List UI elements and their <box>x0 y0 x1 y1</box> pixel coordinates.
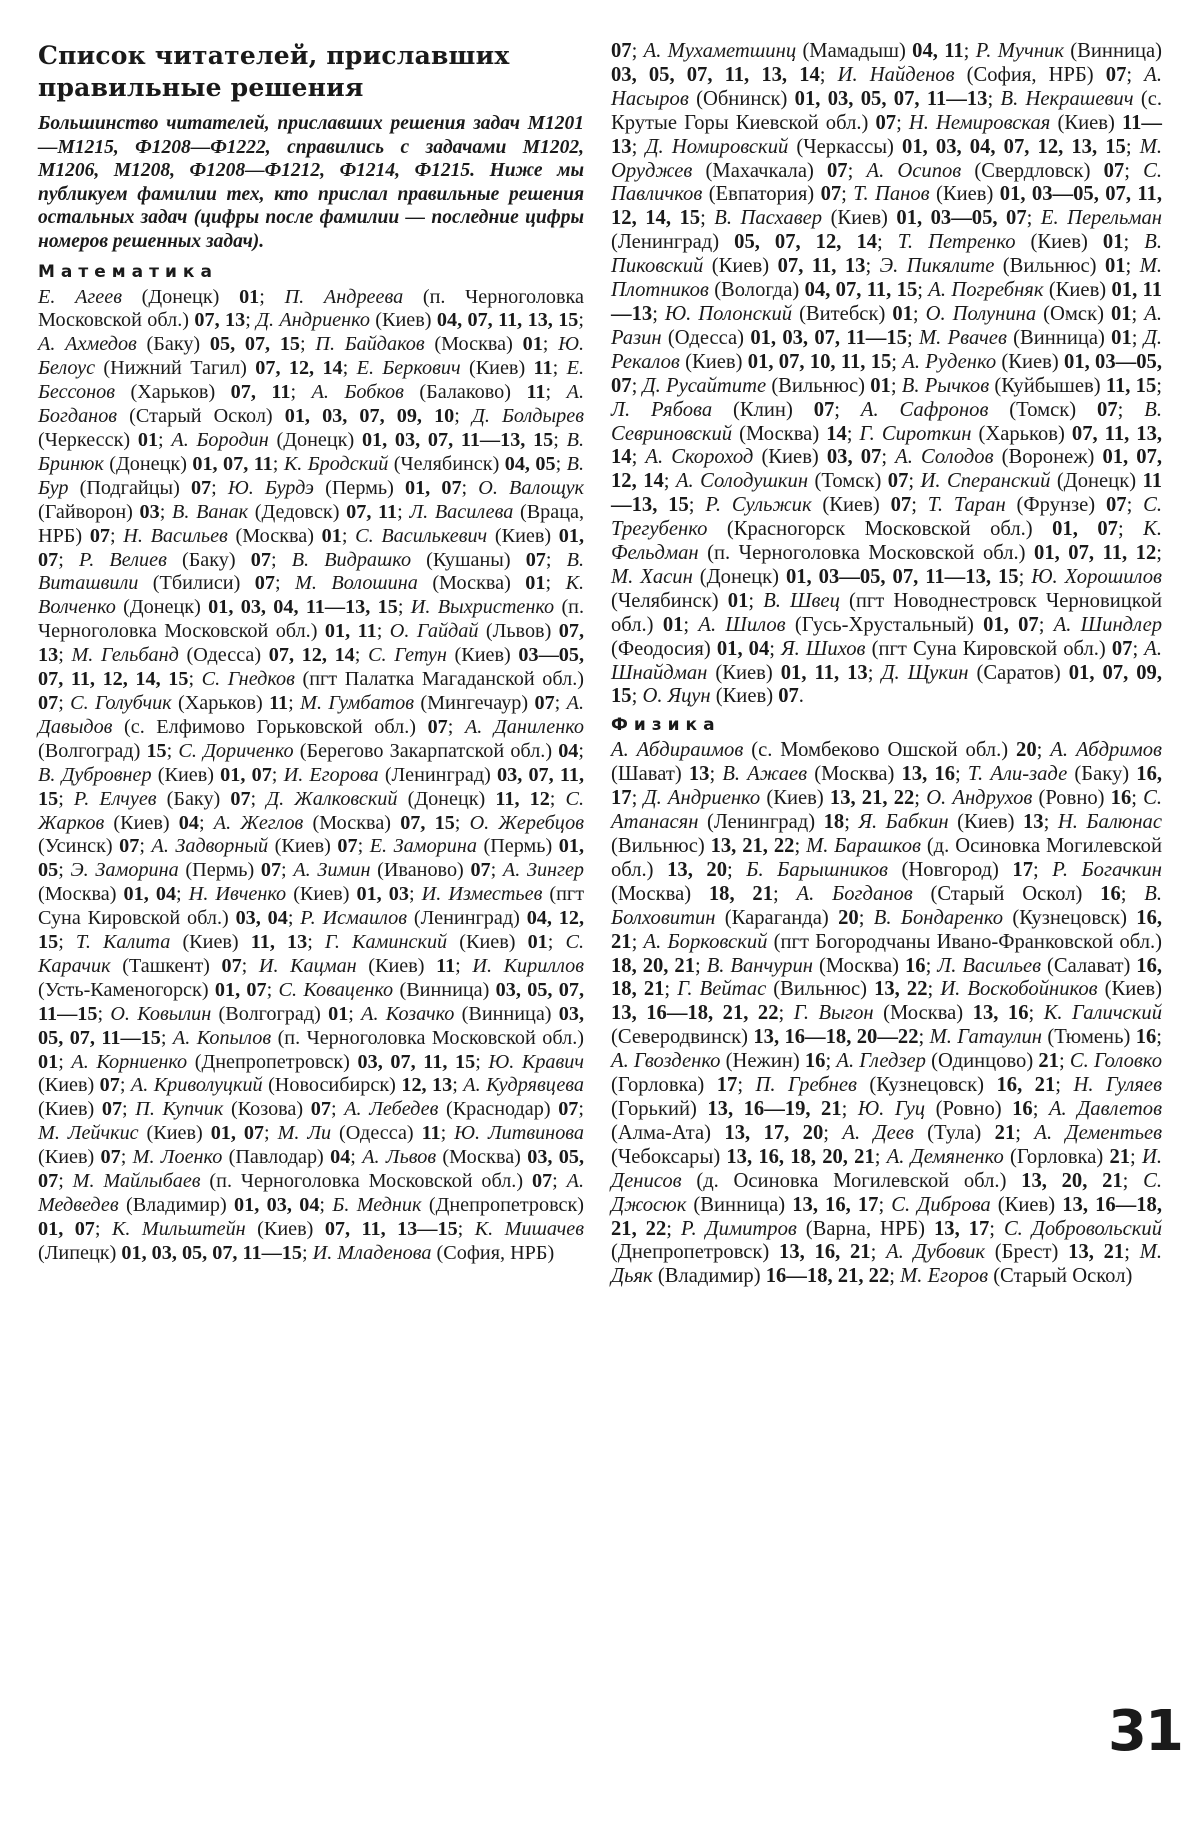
page-number: 31 <box>1108 1699 1182 1764</box>
math-entries-left: Е. Агеев (Донецк) 01; П. Андреева (п. Черноголовка Московской обл.) 07, 13; Д. Андриенко (Киев) 04, 07, 11, 13, 15; А. Ахмедов (Баку) 05, 07, 15; П. Байдаков (Москва) 01; Ю. Белоус (Нижний Тагил) 07, 12, 14; Е. Беркович (Киев) 11; Е. Бессонов (Харьков) 07, 11; А. Бобков (Балаково) 11; А. Богданов (Старый Оскол) 01, 03, 07, 09, 10; Д. Болдырев (Черкесск) 01; А. Бородин (Донецк) 01, 03, 07, 11—13, 15; В. Бринюк (Донецк) 01, 07, 11; К. Бродский (Челябинск) 04, 05; В. Бур (Подгайцы) 07; Ю. Бурдэ (Пермь) 01, 07; О. Валощук (Гайворон) 03; В. Ванак (Дедовск) 07, 11; Л. Василева (Враца, НРБ) 07; Н. Васильев (Москва) 01; С. Василькевич (Киев) 01, 07; Р. Велиев (Баку) 07; В. Видрашко (Кушаны) 07; В. Виташвили (Тбилиси) 07; М. Волошина (Москва) 01; К. Волченко (Донецк) 01, 03, 04, 11—13, 15; И. Выхристенко (п. Черноголовка Московской обл.) 01, 11; О. Гайдай (Львов) 07, 13; М. Гельбанд (Одесса) 07, 12, 14; С. Гетун (Киев) 03—05, 07, 11, 12, 14, 15; С. Гнедков (пгт Палатка Магаданской обл.) 07; С. Голубчик (Харьков) 11; М. Гумбатов (Мингечаур) 07; А. Давыдов (с. Елфимово Горьковской обл.) 07; А. Даниленко (Волгоград) 15; С. Дориченко (Берегово Закарпатской обл.) 04; В. Дубровнер (Киев) 01, 07; И. Егорова (Ленинград) 03, 07, 11, 15; Р. Елчуев (Баку) 07; Д. Жалковский (Донецк) 11, 12; С. Жарков (Киев) 04; А. Жеглов (Москва) 07, 15; О. Жеребцов (Усинск) 07; А. Задворный (Киев) 07; Е. Заморина (Пермь) 01, 05; Э. Заморина (Пермь) 07; А. Зимин (Иваново) 07; А. Зингер (Москва) 01, 04; Н. Ивченко (Киев) 01, 03; И. Изместьев (пгт Суна Кировской обл.) 03, 04; Р. Исмаилов (Ленинград) 04, 12, 15; Т. Калита (Киев) 11, 13; Г. Каминский (Киев) 01; С. Карачик (Ташкент) 07; И. Кацман (Киев) 11; И. Кириллов (Усть-Каменогорск) 01, 07; С. Коваценко (Винница) 03, 05, 07, 11—15; О. Ковылин (Волгоград) 01; А. Козачко (Винница) 03, 05, 07, 11—15; А. Копылов (п. Черноголовка Московской обл.) 01; А. Корниенко (Днепропетровск) 03, 07, 11, 15; Ю. Кравич (Киев) 07; А. Криволуцкий (Новосибирск) 12, 13; А. Кудрявцева (Киев) 07; П. Купчик (Козова) 07; А. Лебедев (Краснодар) 07; М. Лейчкис (Киев) 01, 07; М. Ли (Одесса) 11; Ю. Литвинова (Киев) 07; М. Лоенко (Павлодар) 04; А. Львов (Москва) 03, 05, 07; М. Майлыбаев (п. Черноголовка Московской обл.) 07; А. Медведев (Владимир) 01, 03, 04; Б. Медник (Днепропетровск) 01, 07; К. Мильштейн (Киев) 07, 11, 13—15; К. Мишачев (Липецк) 01, 03, 05, 07, 11—15; И. Младенова (София, НРБ) <box>38 285 585 1264</box>
left-column <box>38 40 584 1266</box>
math-entries-right: 07; А. Мухаметшинц (Мамадыш) 04, 11; Р. Мучник (Винница) 03, 05, 07, 11, 13, 14; И. Найденов (София, НРБ) 07; А. Насыров (Обнинск) 01, 03, 05, 07, 11—13; В. Некрашевич (с. Крутые Горы Киевской обл.) 07; Н. Немировская (Киев) 11—13; Д. Номировский (Черкассы) 01, 03, 04, 07, 12, 13, 15; М. Оруджев (Махачкала) 07; А. Осипов (Свердловск) 07; С. Павличков (Евпатория) 07; Т. Панов (Киев) 01, 03—05, 07, 11, 12, 14, 15; В. Пасхавер (Киев) 01, 03—05, 07; Е. Перельман (Ленинград) 05, 07, 12, 14; Т. Петренко (Киев) 01; В. Пиковский (Киев) 07, 11, 13; Э. Пикялите (Вильнюс) 01; М. Плотников (Вологда) 04, 07, 11, 15; А. Погребняк (Киев) 01, 11—13; Ю. Полонский (Витебск) 01; О. Полунина (Омск) 01; А. Разин (Одесса) 01, 03, 07, 11—15; М. Рвачев (Винница) 01; Д. Рекалов (Киев) 01, 07, 10, 11, 15; А. Руденко (Киев) 01, 03—05, 07; Д. Русайтите (Вильнюс) 01; В. Рычков (Куйбышев) 11, 15; Л. Рябова (Клин) 07; А. Сафронов (Томск) 07; В. Севриновский (Москва) 14; Г. Сироткин (Харьков) 07, 11, 13, 14; А. Скороход (Киев) 03, 07; А. Солодов (Воронеж) 01, 07, 12, 14; А. Солодушкин (Томск) 07; И. Сперанский (Донецк) 11—13, 15; Р. Сульжик (Киев) 07; Т. Таран (Фрунзе) 07; С. Трегубенко (Красногорск Московской обл.) 01, 07; К. Фельдман (п. Черноголовка Московской обл.) 01, 07, 11, 12; М. Хасин (Донецк) 01, 03—05, 07, 11—13, 15; Ю. Хорошилов (Челябинск) 01; В. Швец (пгт Новоднестровск Черновицкой обл.) 01; А. Шилов (Гусь-Хрустальный) 01, 07; А. Шиндлер (Феодосия) 01, 04; Я. Шихов (пгт Суна Кировской обл.) 07; А. Шнайдман (Киев) 01, 11, 13; Д. Щукин (Саратов) 01, 07, 09, 15; О. Яцун (Киев) 07. <box>611 40 1163 708</box>
page-title: Список читателей, приславших правильные решения <box>38 41 510 102</box>
math-section-heading: Математика <box>38 261 218 282</box>
physics-entries: А. Абдираимов (с. Момбеково Ошской обл.) 20; А. Абдримов (Шават) 13; В. Ажаев (Москва) 13, 16; Т. Али-заде (Баку) 16, 17; Д. Андриенко (Киев) 13, 21, 22; О. Андрухов (Ровно) 16; С. Атанасян (Ленинград) 18; Я. Бабкин (Киев) 13; Н. Балюнас (Вильнюс) 13, 21, 22; М. Барашков (д. Осиновка Могилевской обл.) 13, 20; Б. Барышников (Новгород) 17; Р. Богачкин (Москва) 18, 21; А. Богданов (Старый Оскол) 16; В. Болховитин (Караганда) 20; В. Бондаренко (Кузнецовск) 16, 21; А. Борковский (пгт Богородчаны Ивано-Франковской обл.) 18, 20, 21; В. Ванчурин (Москва) 16; Л. Васильев (Салават) 16, 18, 21; Г. Вейтас (Вильнюс) 13, 22; И. Воскобойников (Киев) 13, 16—18, 21, 22; Г. Выгон (Москва) 13, 16; К. Галичский (Северодвинск) 13, 16—18, 20—22; М. Гатаулин (Тюмень) 16; А. Гвозденко (Нежин) 16; А. Гледзер (Одинцово) 21; С. Головко (Горловка) 17; П. Гребнев (Кузнецовск) 16, 21; Н. Гуляев (Горький) 13, 16—19, 21; Ю. Гуц (Ровно) 16; А. Давлетов (Алма-Ата) 13, 17, 20; А. Деев (Тула) 21; А. Дементьев (Чебоксары) 13, 16, 18, 20, 21; А. Демяненко (Горловка) 21; И. Денисов (д. Осиновка Могилевской обл.) 13, 20, 21; С. Джосюк (Винница) 13, 16, 17; С. Диброва (Киев) 13, 16—18, 21, 22; Р. Димитров (Варна, НРБ) 13, 17; С. Добровольский (Днепропетровск) 13, 16, 21; А. Дубовик (Брест) 13, 21; М. Дьяк (Владимир) 16—18, 21, 22; М. Егоров (Старый Оскол) <box>611 739 1163 1288</box>
right-column <box>611 40 1162 1289</box>
physics-section-heading: Физика <box>611 715 721 736</box>
intro-paragraph: Большинство читателей, приславших решения задач М1201—М1215, Ф1208—Ф1222, справились с задачами М1202, М1206, М1208, Ф1208—Ф1212, Ф1214, Ф1215. Ниже мы публикуем фамилии тех, кто прислал правильные решения остальных задач (цифры после фамилии — последние цифры номеров решенных задач). <box>38 113 584 252</box>
